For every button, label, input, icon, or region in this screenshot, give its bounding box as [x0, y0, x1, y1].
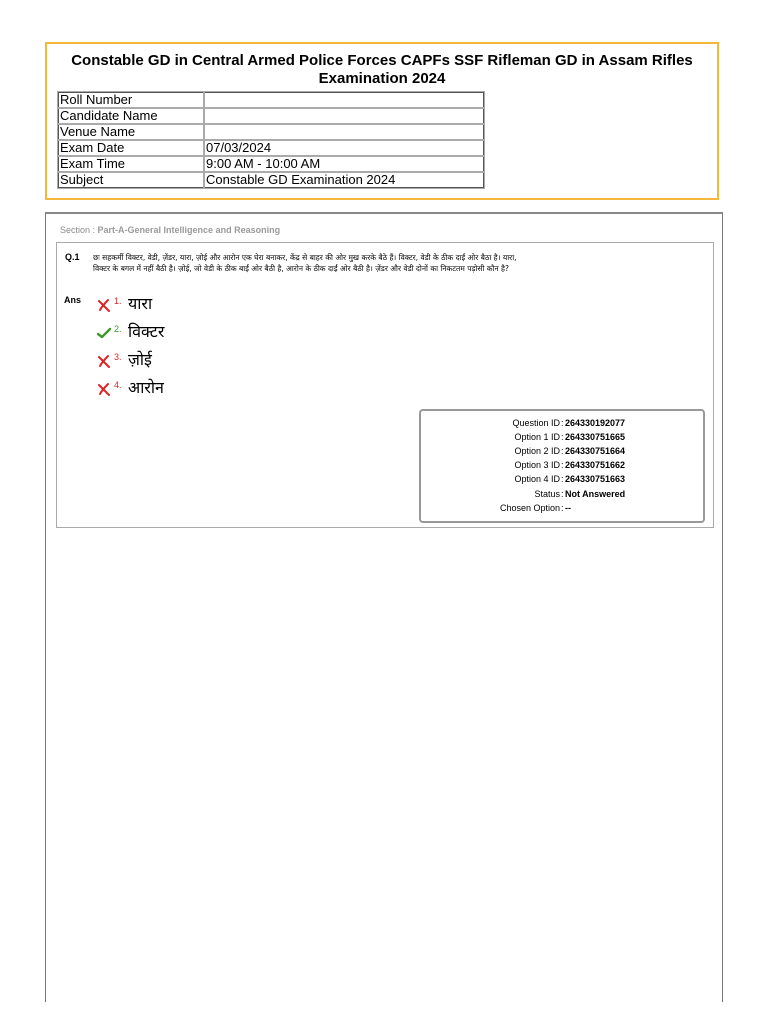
question-number: Q.1 — [65, 252, 80, 262]
meta-row: Status : Not Answered — [534, 489, 626, 499]
meta-row: Option 3 ID : 264330751662 — [514, 460, 626, 470]
table-row — [58, 92, 484, 108]
table-row — [58, 172, 484, 188]
question-panel — [45, 212, 723, 1002]
meta-row: Option 2 ID : 264330751664 — [514, 446, 626, 456]
meta-row: Question ID : 264330192077 — [512, 418, 626, 428]
answer-label: Ans — [64, 295, 82, 305]
meta-key: Chosen Option — [499, 503, 560, 513]
option-number: 4. — [114, 380, 122, 390]
cross-icon — [97, 298, 111, 312]
meta-key: Option 3 ID — [514, 460, 560, 470]
table-row — [58, 108, 484, 124]
roll-number-value — [204, 92, 484, 108]
meta-row: Option 1 ID : 264330751665 — [514, 432, 626, 442]
table-row — [58, 156, 484, 172]
question-box — [56, 242, 714, 528]
meta-key: Option 2 ID — [514, 446, 560, 456]
option-2 — [97, 323, 164, 347]
meta-key: Question ID — [512, 418, 560, 428]
section-label — [60, 225, 280, 235]
option-text: ज़ोई — [128, 350, 152, 369]
option-3 — [97, 351, 152, 375]
option-1 — [97, 295, 152, 319]
option-text: यारा — [128, 294, 153, 313]
option-number: 3. — [114, 352, 122, 362]
meta-value: Not Answered — [565, 489, 626, 499]
question-meta-box — [419, 409, 705, 523]
meta-value: 264330751664 — [565, 446, 626, 456]
exam-date-label: Exam Date — [58, 140, 204, 156]
exam-time-label: Exam Time — [58, 156, 204, 172]
option-number: 2. — [114, 324, 122, 334]
question-text: छः सहकर्मी विक्टर, वेडी, ज़ेंडर, यारा, ज़ोई और आरोन एक घेरा बनाकर, केंद्र से बाहर की ओर मुख करके बैठे हैं। विक्टर, वेडी के ठीक दाईं ओर बैठा है। यारा, विक्टर के बगल में नहीं बैठी है। ज़ोई, जो वेडी के ठीक बाईं ओर बैठी है, आरोन के ठीक दाईं ओर बैठी है। ज़ेंडर और वेडी दोनों का निकटतम पड़ोसी कौन है? — [93, 253, 517, 273]
option-text: विक्टर — [128, 322, 165, 341]
roll-number-label: Roll Number — [58, 92, 204, 108]
meta-value: -- — [565, 503, 571, 513]
exam-date-value: 07/03/2024 — [204, 140, 484, 156]
meta-key: Option 1 ID — [514, 432, 560, 442]
venue-name-value — [204, 124, 484, 140]
exam-header — [45, 42, 719, 200]
meta-key: Option 4 ID — [514, 474, 560, 484]
exam-title: Constable GD in Central Armed Police Forces CAPFs SSF Rifleman GD in Assam Rifles Examination 2024 — [71, 52, 693, 87]
section-prefix: Section : — [60, 225, 98, 235]
venue-name-label: Venue Name — [58, 124, 204, 140]
option-4 — [97, 379, 164, 403]
candidate-name-value — [204, 108, 484, 124]
candidate-name-label: Candidate Name — [58, 108, 204, 124]
exam-time-value: 9:00 AM - 10:00 AM — [204, 156, 484, 172]
cross-icon — [97, 354, 111, 368]
candidate-info-table — [57, 91, 485, 189]
option-number: 1. — [114, 296, 122, 306]
subject-label: Subject — [58, 172, 204, 188]
meta-value: 264330751662 — [565, 460, 626, 470]
meta-value: 264330192077 — [565, 418, 626, 428]
meta-row: Chosen Option : -- — [499, 503, 571, 513]
section-name: Part-A-General Intelligence and Reasoning — [97, 225, 281, 235]
meta-key: Status — [534, 489, 560, 499]
meta-row: Option 4 ID : 264330751663 — [514, 474, 626, 484]
option-text: आरोन — [128, 378, 164, 397]
meta-value: 264330751663 — [565, 474, 626, 484]
meta-value: 264330751665 — [565, 432, 626, 442]
subject-value: Constable GD Examination 2024 — [204, 172, 484, 188]
table-row — [58, 140, 484, 156]
table-row — [58, 124, 484, 140]
checkmark-icon — [97, 326, 111, 340]
cross-icon — [97, 382, 111, 396]
